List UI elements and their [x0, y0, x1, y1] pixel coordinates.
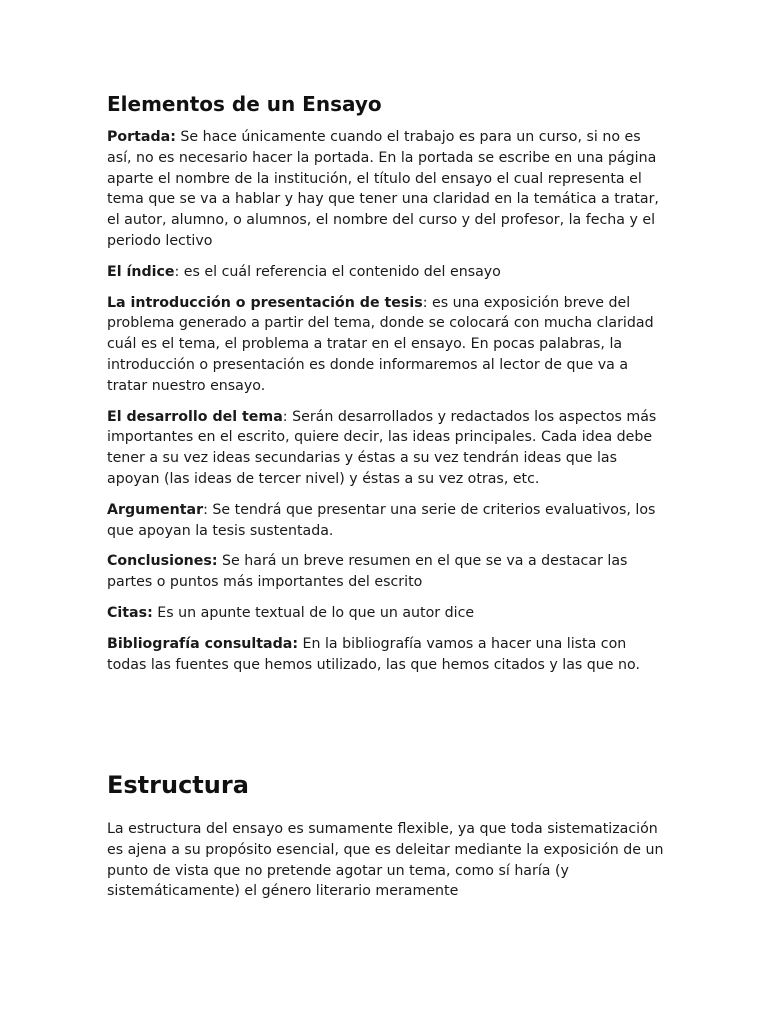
element-term: El índice — [107, 263, 175, 280]
element-text: Se hará un breve resumen en el que se va a destacar las partes o puntos más importantes del escrito — [107, 553, 628, 591]
element-conclusiones — [107, 551, 667, 593]
element-term: Citas: — [107, 604, 153, 621]
element-text: Es un apunte textual de lo que un autor dice — [152, 604, 475, 621]
element-text: : Se tendrá que presentar una serie de criterios evaluativos, los que apoyan la tesis sustentada. — [107, 501, 656, 539]
element-citas — [107, 603, 667, 624]
element-indice — [107, 262, 667, 283]
element-text: Se hace únicamente cuando el trabajo es para un curso, si no es así, no es necesario hacer la portada. En la portada se escribe en una página aparte el nombre de la institución, el título del ensayo el cual representa el tema que se va a hablar y hay que tener una claridad en la temática a tratar, el autor, alumno, o alumnos, el nombre del curso y del profesor, la fecha y el periodo lectivo — [107, 129, 659, 249]
element-term: Conclusiones: — [107, 553, 218, 570]
structure-title: Estructura — [107, 771, 249, 799]
element-portada — [107, 127, 667, 252]
element-text: : Serán desarrollados y redactados los aspectos más importantes en el escrito, quiere decir, las ideas principales. Cada idea debe tener a su vez ideas secundarias y éstas a su vez tendrán ideas que las apoyan (las ideas de tercer nivel) y éstas a su vez otras, etc. — [107, 408, 657, 487]
section-title: Elementos de un Ensayo — [107, 92, 382, 116]
element-term: Portada: — [107, 129, 176, 145]
element-text: : es el cuál referencia el contenido del ensayo — [174, 263, 501, 280]
element-introduccion — [107, 293, 667, 397]
element-bibliografia — [107, 634, 667, 676]
element-term: La introducción o presentación de tesis — [107, 294, 423, 311]
element-term: Bibliografía consultada: — [107, 635, 299, 652]
element-text: : es una exposición breve del problema generado a partir del tema, donde se colocará con mucha claridad cuál es el tema, el problema a tratar en el ensayo. En pocas palabras, la introducción o presentación es donde informaremos al lector de que va a tratar nuestro ensayo. — [107, 294, 654, 394]
elements-list — [107, 127, 667, 685]
element-argumentar — [107, 500, 667, 542]
element-term: Argumentar — [107, 501, 204, 518]
element-desarrollo — [107, 407, 667, 490]
structure-paragraph: La estructura del ensayo es sumamente flexible, ya que toda sistematización es ajena a su propósito esencial, que es deleitar mediante la exposición de un punto de vista que no pretende agotar un tema, como sí haría (y sistemáticamente) el género literario meramente — [107, 821, 664, 900]
element-text: En la bibliografía vamos a hacer una lista con todas las fuentes que hemos utilizado, las que hemos citados y las que no. — [107, 635, 640, 673]
element-term: El desarrollo del tema — [107, 408, 283, 425]
